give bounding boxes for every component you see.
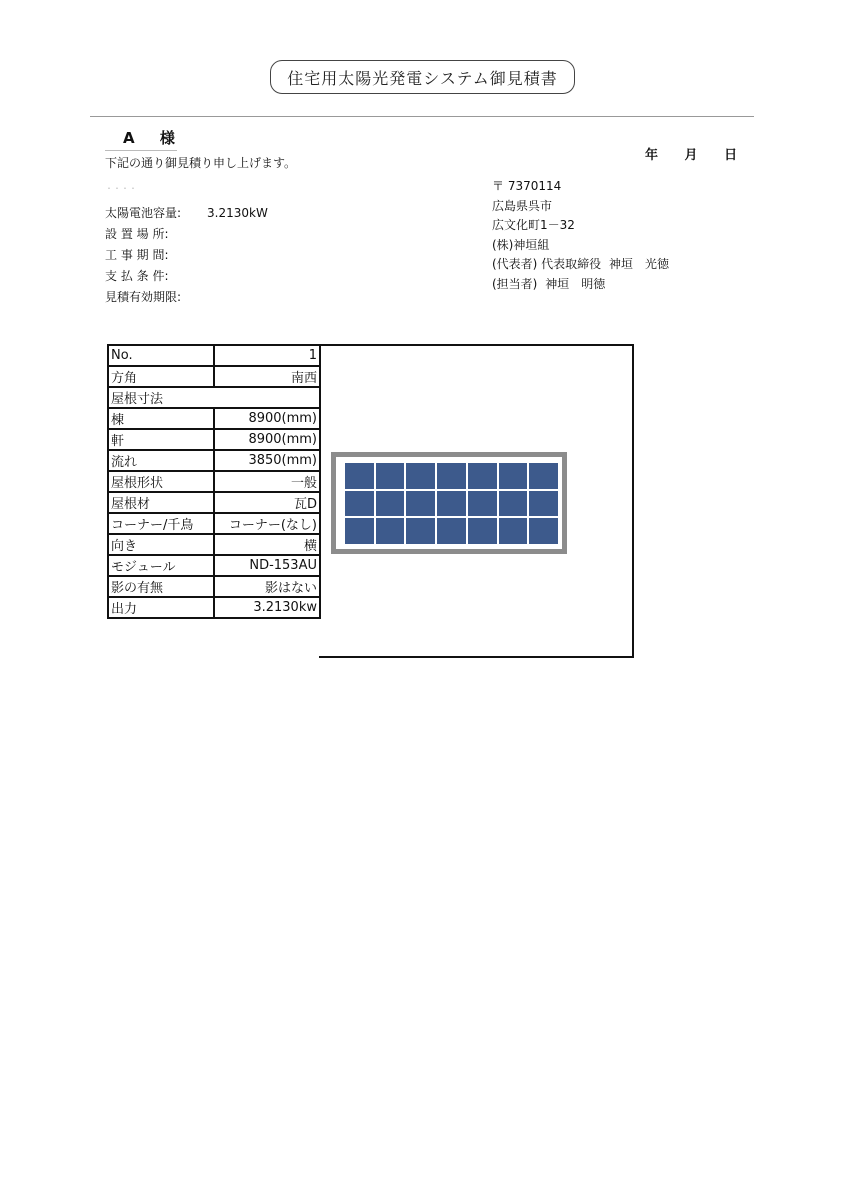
spec-label: 屋根形状 <box>108 471 214 492</box>
solar-panel <box>468 518 497 544</box>
solar-panel <box>529 463 558 489</box>
faint-marks: ・・・・ <box>105 184 137 193</box>
addressee-honorific: 様 <box>159 129 175 147</box>
payment-label: 支 払 条 件: <box>105 269 169 283</box>
spec-label: 出力 <box>108 597 214 618</box>
spec-row <box>108 576 320 597</box>
address-line-2: 広文化町1－32 <box>492 218 575 232</box>
capacity-line <box>105 203 268 224</box>
panel-layout-drawing <box>319 344 634 658</box>
site-label: 設 置 場 所: <box>105 227 169 241</box>
capacity-value: 3.2130kW <box>207 206 268 220</box>
date-row <box>645 144 759 163</box>
roof-outline <box>331 452 567 554</box>
spec-row <box>108 555 320 576</box>
solar-panel-grid <box>345 463 558 544</box>
company-name: (株)神垣組 <box>492 237 550 252</box>
spec-row <box>108 345 320 366</box>
solar-panel <box>406 463 435 489</box>
spec-value: 3850(mm) <box>214 450 320 471</box>
spec-table <box>107 344 321 619</box>
spec-row <box>108 471 320 492</box>
solar-panel <box>345 518 374 544</box>
spec-value: 瓦D <box>214 492 320 513</box>
postal-code: 〒 7370114 <box>492 179 562 193</box>
solar-panel <box>499 463 528 489</box>
contact-name: 神垣 明徳 <box>545 276 606 291</box>
spec-label: 影の有無 <box>108 576 214 597</box>
solar-panel <box>376 518 405 544</box>
solar-panel <box>499 518 528 544</box>
spec-row <box>108 534 320 555</box>
date-year: 年 <box>645 148 659 163</box>
solar-panel <box>376 491 405 517</box>
spec-row <box>108 408 320 429</box>
spec-value: 3.2130kw <box>214 597 320 618</box>
solar-panel <box>468 491 497 517</box>
addressee-name: A <box>123 129 135 147</box>
solar-panel <box>437 463 466 489</box>
spec-row <box>108 513 320 534</box>
date-day: 日 <box>724 148 738 163</box>
spec-row <box>108 429 320 450</box>
solar-panel <box>437 518 466 544</box>
spec-label: モジュール <box>108 555 214 576</box>
spec-value: コーナー(なし) <box>214 513 320 534</box>
spec-value: 横 <box>214 534 320 555</box>
spec-label: 向き <box>108 534 214 555</box>
date-month: 月 <box>684 148 698 163</box>
solar-panel <box>345 463 374 489</box>
spec-row <box>108 366 320 387</box>
solar-panel <box>345 491 374 517</box>
spec-label: 軒 <box>108 429 214 450</box>
solar-panel <box>406 518 435 544</box>
validity-label: 見積有効期限: <box>105 290 182 304</box>
spec-value: ND-153AU <box>214 555 320 576</box>
spec-label: 屋根材 <box>108 492 214 513</box>
spec-label: コーナー/千鳥 <box>108 513 214 534</box>
solar-panel <box>468 463 497 489</box>
document-title: 住宅用太陽光発電システム御見積書 <box>270 60 575 94</box>
solar-panel <box>376 463 405 489</box>
spec-row <box>108 387 320 408</box>
addressee <box>105 127 177 151</box>
intro-text: 下記の通り御見積り申し上げます。 <box>105 156 297 170</box>
capacity-label: 太陽電池容量: <box>105 206 182 220</box>
spec-value: 8900(mm) <box>214 408 320 429</box>
representative-line <box>492 255 669 275</box>
period-label: 工 事 期 間: <box>105 248 169 262</box>
spec-label: No. <box>108 345 214 366</box>
spec-row <box>108 492 320 513</box>
spec-value: 南西 <box>214 366 320 387</box>
spec-row <box>108 450 320 471</box>
contact-role: (担当者) <box>492 276 538 291</box>
spec-row <box>108 597 320 618</box>
solar-panel <box>529 491 558 517</box>
solar-panel <box>529 518 558 544</box>
spec-label: 方角 <box>108 366 214 387</box>
spec-value: 一般 <box>214 471 320 492</box>
solar-panel <box>499 491 528 517</box>
spec-label: 屋根寸法 <box>108 387 320 408</box>
representative-name: 神垣 光徳 <box>609 257 670 271</box>
spec-value: 影はない <box>214 576 320 597</box>
estimate-summary <box>105 203 268 308</box>
representative-role: (代表者) 代表取締役 <box>492 257 602 271</box>
company-block <box>492 177 669 294</box>
spec-value: 1 <box>214 345 320 366</box>
spec-value: 8900(mm) <box>214 429 320 450</box>
address-line-1: 広島県呉市 <box>492 198 553 213</box>
solar-panel <box>437 491 466 517</box>
spec-label: 棟 <box>108 408 214 429</box>
contact-line <box>492 275 669 295</box>
title-divider <box>90 116 754 117</box>
solar-panel <box>406 491 435 517</box>
spec-label: 流れ <box>108 450 214 471</box>
